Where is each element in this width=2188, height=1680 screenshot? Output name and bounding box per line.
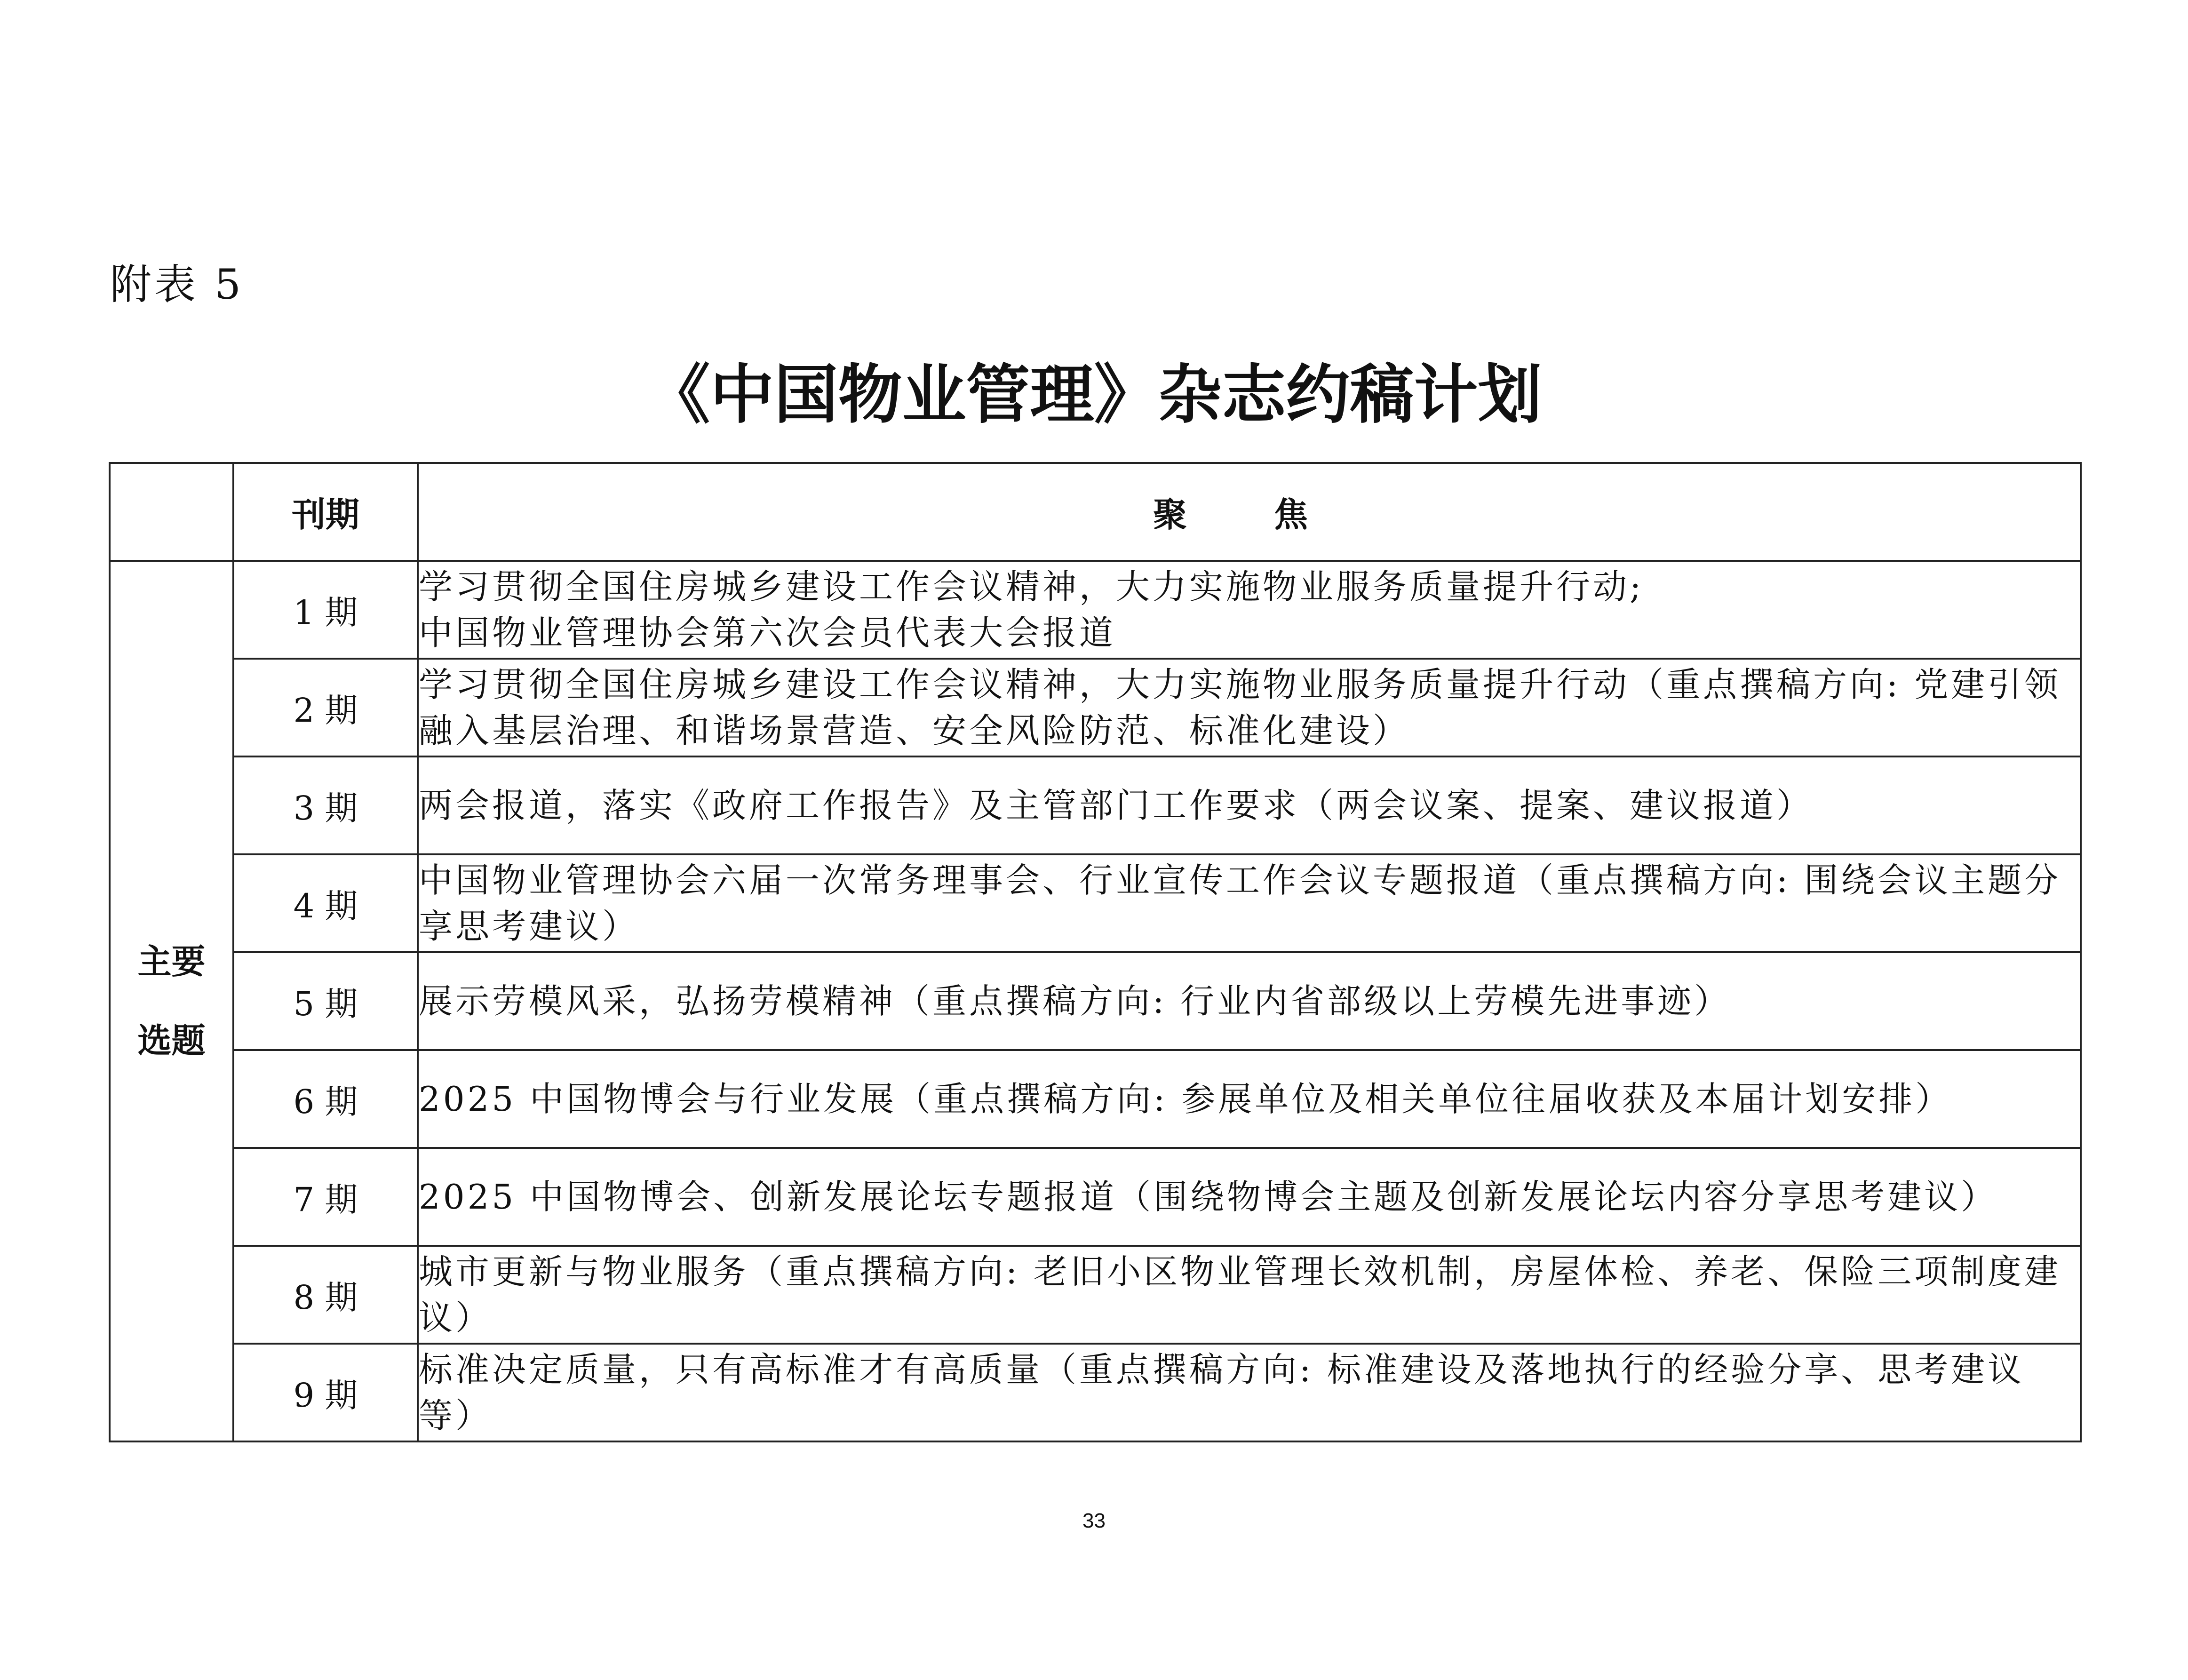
issue-cell: 7 期	[233, 1148, 418, 1246]
table-row	[110, 854, 2081, 952]
table-row	[110, 659, 2081, 756]
header-issue: 刊期	[233, 463, 418, 561]
issue-cell: 1 期	[233, 561, 418, 659]
focus-cell: 2025 中国物博会、创新发展论坛专题报道（围绕物博会主题及创新发展论坛内容分享思考建议）	[418, 1148, 2081, 1246]
page-title: 《中国物业管理》杂志约稿计划	[646, 358, 1542, 432]
page-number: 33	[1082, 1509, 1106, 1532]
focus-cell: 学习贯彻全国住房城乡建设工作会议精神，大力实施物业服务质量提升行动（重点撰稿方向: 党建引领融入基层治理、和谐场景营造、安全风险防范、标准化建设）	[418, 659, 2081, 756]
table-row	[110, 561, 2081, 659]
table-row	[110, 1246, 2081, 1344]
category-cell	[110, 561, 233, 1441]
category-line-2: 选题	[137, 1021, 206, 1060]
focus-cell: 两会报道，落实《政府工作报告》及主管部门工作要求（两会议案、提案、建议报道）	[418, 756, 2081, 854]
issue-cell: 8 期	[233, 1246, 418, 1344]
table-row	[110, 756, 2081, 854]
focus-cell: 中国物业管理协会六届一次常务理事会、行业宣传工作会议专题报道（重点撰稿方向: 围绕会议主题分享思考建议）	[418, 854, 2081, 952]
header-focus: 聚 焦	[418, 463, 2081, 561]
submission-plan-table	[109, 462, 2082, 1442]
header-blank-cell	[110, 463, 233, 561]
focus-cell: 学习贯彻全国住房城乡建设工作会议精神，大力实施物业服务质量提升行动; 中国物业管理协会第六次会员代表大会报道	[418, 561, 2081, 659]
annex-label: 附表 5	[110, 260, 244, 309]
issue-cell: 5 期	[233, 952, 418, 1050]
table-row	[110, 1148, 2081, 1246]
focus-cell: 标准决定质量，只有高标准才有高质量（重点撰稿方向: 标准建设及落地执行的经验分享、思考建议等）	[418, 1344, 2081, 1441]
issue-cell: 3 期	[233, 756, 418, 854]
table-row	[110, 952, 2081, 1050]
table-row	[110, 1050, 2081, 1148]
issue-cell: 6 期	[233, 1050, 418, 1148]
issue-cell: 2 期	[233, 659, 418, 756]
focus-cell: 2025 中国物博会与行业发展（重点撰稿方向: 参展单位及相关单位往届收获及本届计划安排）	[418, 1050, 2081, 1148]
category-line-1: 主要	[137, 942, 206, 981]
focus-cell: 城市更新与物业服务（重点撰稿方向: 老旧小区物业管理长效机制，房屋体检、养老、保险三项制度建议）	[418, 1246, 2081, 1344]
table-row	[110, 1344, 2081, 1441]
issue-cell: 9 期	[233, 1344, 418, 1441]
issue-cell: 4 期	[233, 854, 418, 952]
focus-cell: 展示劳模风采，弘扬劳模精神（重点撰稿方向: 行业内省部级以上劳模先进事迹）	[418, 952, 2081, 1050]
